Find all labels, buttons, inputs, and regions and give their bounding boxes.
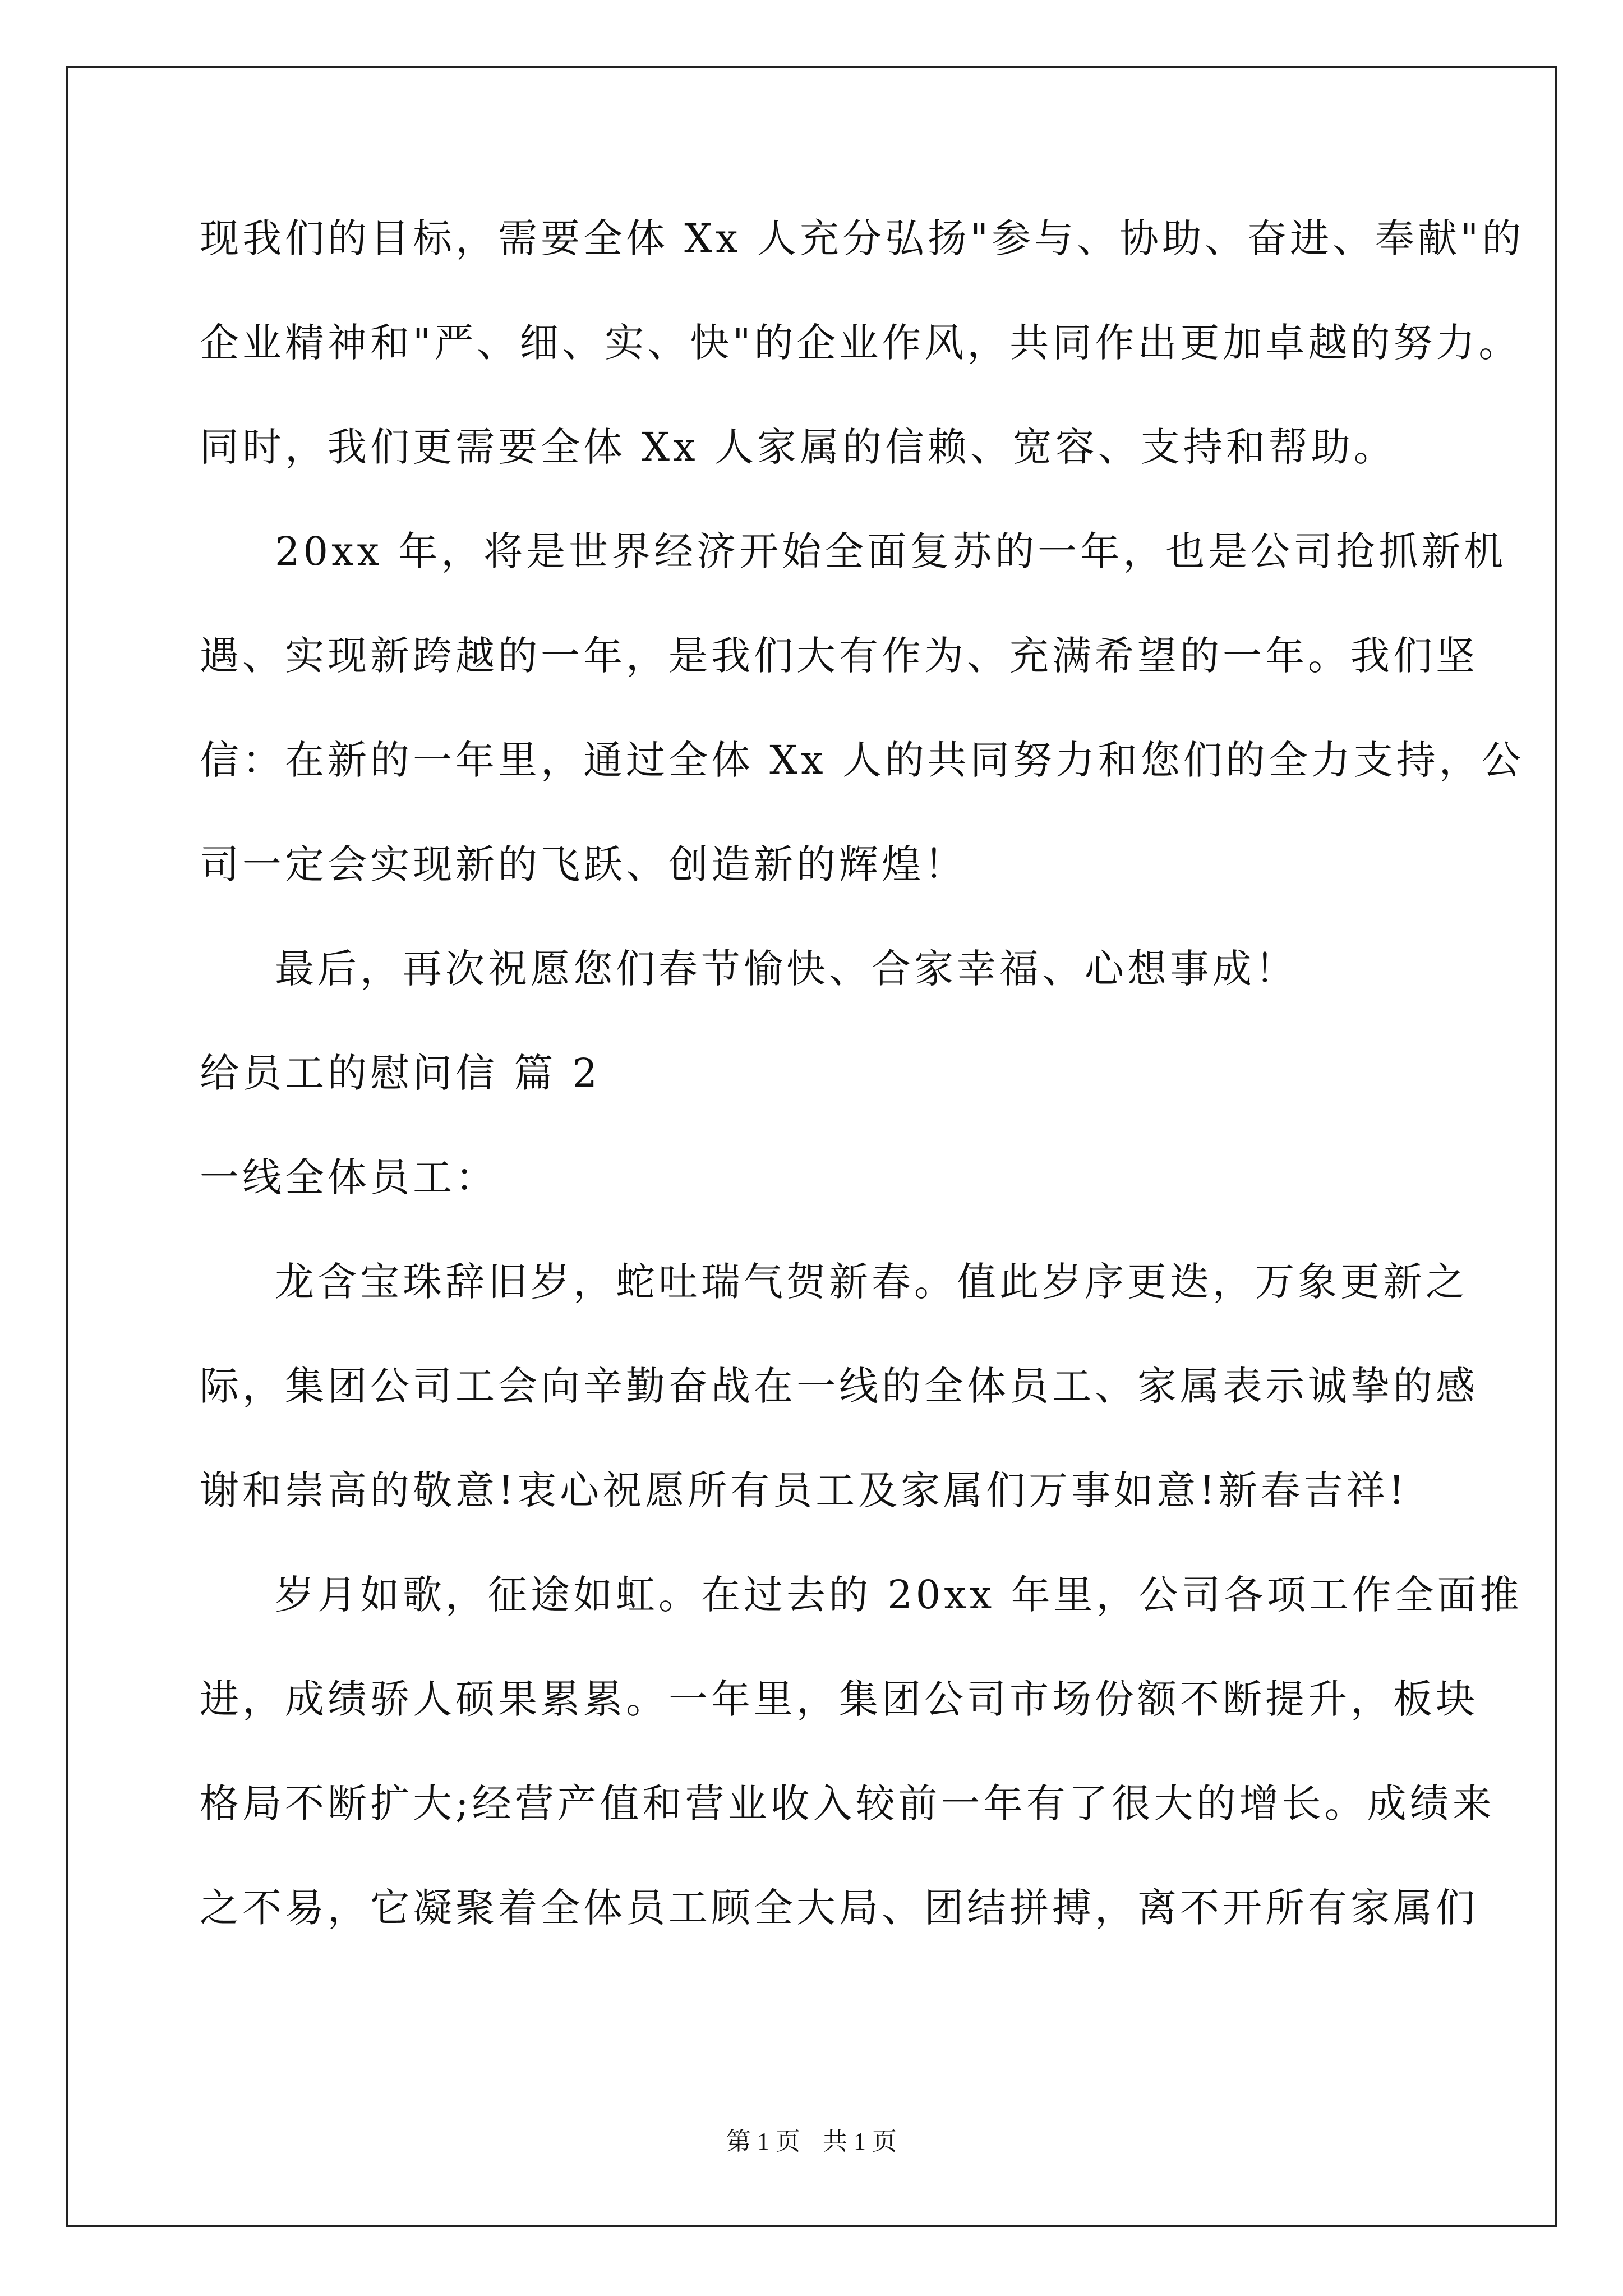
page-number: 第 1 页: [726, 2128, 800, 2155]
section-heading: 给员工的慰问信 篇 2: [200, 1050, 601, 1096]
paragraph-line: 谢和崇高的敬意!衷心祝愿所有员工及家属们万事如意!新春吉祥!: [200, 1467, 1408, 1513]
page-footer: [0, 2126, 1623, 2157]
paragraph-line: 最后，再次祝愿您们春节愉快、合家幸福、心想事成！: [275, 946, 1298, 992]
salutation: 一线全体员工：: [200, 1154, 498, 1200]
paragraph-line: 企业精神和"严、细、实、快"的企业作风，共同作出更加卓越的努力。: [200, 320, 1521, 366]
paragraph-line: 司一定会实现新的飞跃、创造新的辉煌！: [200, 841, 967, 887]
paragraph-line: 现我们的目标，需要全体 Xx 人充分弘扬"参与、协助、奋进、奉献"的: [200, 215, 1525, 261]
paragraph-line: 之不易，它凝聚着全体员工顾全大局、团结拼搏，离不开所有家属们: [200, 1885, 1478, 1931]
paragraph-line: 格局不断扩大;经营产值和营业收入较前一年有了很大的增长。成绩来: [200, 1780, 1495, 1826]
paragraph-line: 20xx 年，将是世界经济开始全面复苏的一年，也是公司抢抓新机: [275, 528, 1507, 574]
paragraph-line: 岁月如歌，征途如虹。在过去的 20xx 年里，公司各项工作全面推: [275, 1572, 1523, 1618]
paragraph-line: 龙含宝珠辞旧岁，蛇吐瑞气贺新春。值此岁序更迭，万象更新之: [275, 1259, 1468, 1305]
paragraph-line: 信：在新的一年里，通过全体 Xx 人的共同努力和您们的全力支持，公: [200, 737, 1524, 783]
paragraph-line: 同时，我们更需要全体 Xx 人家属的信赖、宽容、支持和帮助。: [200, 424, 1396, 470]
paragraph-line: 遇、实现新跨越的一年，是我们大有作为、充满希望的一年。我们坚: [200, 633, 1478, 679]
page-total: 共 1 页: [823, 2128, 897, 2155]
paragraph-line: 进，成绩骄人硕果累累。一年里，集团公司市场份额不断提升，板块: [200, 1676, 1478, 1722]
paragraph-line: 际，集团公司工会向辛勤奋战在一线的全体员工、家属表示诚挚的感: [200, 1363, 1478, 1409]
